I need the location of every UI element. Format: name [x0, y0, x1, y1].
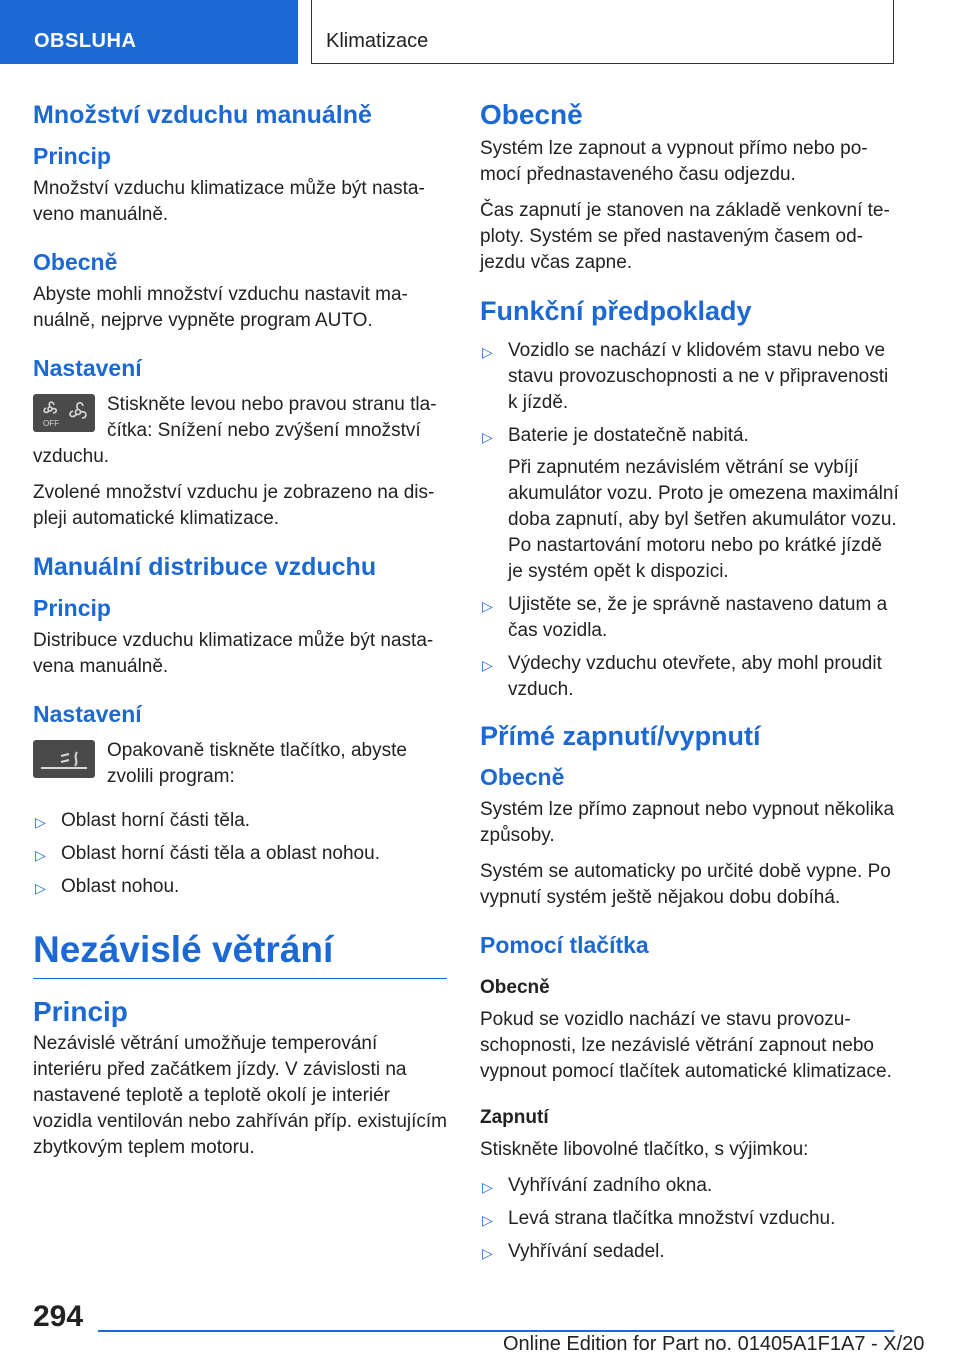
exceptions-list: [480, 1173, 900, 1265]
chapter-tab-label: Klimatizace: [326, 30, 429, 52]
icon-instruction: [33, 738, 447, 790]
paragraph: Systém se automaticky po určité době vypne. Po vypnutí systém ještě nějakou dobu dobíhá.: [480, 861, 891, 908]
list-item: ▷ Oblast horní části těla.: [33, 808, 447, 834]
heading-nezavisle-vetrani: Nezávislé větrání: [33, 929, 334, 970]
list-item: ▷ Oblast nohou.: [33, 874, 447, 900]
paragraph: Systém lze zapnout a vypnout přímo nebo pomocí přednastaveného času odjezdu.: [480, 138, 868, 185]
heading-manualni-distribuce: Manuální distribuce vzduchu: [33, 553, 377, 581]
heading-prime-zapnuti: Přímé zapnutí/vypnutí: [480, 721, 761, 751]
fan-icon: [33, 394, 95, 432]
bullet-arrow-icon: ▷: [482, 1212, 493, 1228]
list-item: ▷ Vozidlo se nachází v klidovém stavu nebo ve stavu provozuschopnosti a ne v připravenosti k jízdě.: [482, 340, 889, 413]
list-item: ▷ Oblast horní části těla a oblast nohou.: [33, 841, 447, 867]
heading-obecne: Obecně: [480, 764, 565, 790]
bullet-arrow-icon: ▷: [482, 657, 493, 673]
paragraph: Stiskněte libovolné tlačítko, s výjimkou:: [480, 1139, 809, 1160]
list-item: ▷ Vyhřívání zadního okna.: [480, 1173, 900, 1199]
paragraph: Množství vzduchu klimatizace může být nastaveno manuálně.: [33, 178, 425, 225]
chapter-tab: [311, 0, 894, 64]
air-distribution-icon: [33, 740, 95, 778]
air-distribution-button-icon: [33, 740, 95, 778]
bullet-arrow-icon: ▷: [482, 598, 493, 614]
right-column: [480, 100, 900, 1275]
heading-nastaveni: Nastavení: [33, 355, 142, 381]
section-tab: [0, 0, 298, 64]
page-number: 294: [33, 1300, 84, 1333]
svg-text:OFF: OFF: [43, 419, 59, 428]
instruction-text: Opakovaně tiskněte tlačítko, abyste zvolili program:: [107, 740, 407, 787]
paragraph: Čas zapnutí je stanoven na základě venkovní teploty. Systém se před nastaveným časem odjezdu včas zapne.: [480, 200, 890, 273]
instruction-text: Stiskněte levou nebo pravou stranu tlačítka: Snížení nebo zvýšení množství vzduchu.: [33, 394, 437, 467]
bullet-arrow-icon: ▷: [482, 1179, 493, 1195]
heading-nastaveni: Nastavení: [33, 701, 142, 727]
list-item-note: Při zapnutém nezávislém větrání se vybíjí akumulátor vozu. Proto je omezena maximální doba zapnutí, aby byl šetřen akumulátor vozu. Po nastartování motoru nebo po krátké jízdě je systém opět k dispozici.: [508, 457, 899, 582]
heading-underline: [33, 978, 447, 979]
heading-funkcni-predpoklady: Funkční předpoklady: [480, 296, 752, 326]
section-tab-label: OBSLUHA: [34, 30, 137, 52]
bullet-arrow-icon: ▷: [35, 814, 46, 830]
fan-button-icon: [33, 394, 95, 432]
list-item: ▷ Levá strana tlačítka množství vzduchu.: [480, 1206, 900, 1232]
heading-princip: Princip: [33, 595, 111, 621]
footer-rule: [98, 1330, 894, 1332]
bullet-arrow-icon: ▷: [35, 880, 46, 896]
heading-obecne: Obecně: [33, 249, 118, 275]
list-item: ▷ Baterie je dostatečně nabitá. Při zapnutém nezávislém větrání se vybíjí akumulátor vozu. Proto je omezena maximální doba zapnutí, aby byl šetřen akumulátor vozu. Po nastartování motoru nebo po krátké jízdě je systém opět k dispozici.: [480, 423, 900, 585]
paragraph: Systém lze přímo zapnout nebo vypnout několika způsoby.: [480, 799, 895, 846]
list-item: ▷ Vyhřívání sedadel.: [480, 1239, 900, 1265]
paragraph: Nezávislé větrání umožňuje temperování interiéru před začátkem jízdy. V závislosti na nastavené teplotě a teplotě okolí je interiér vozidla ventilován nebo zahříván příp. existujícím zbytkovým teplem motoru.: [33, 1033, 447, 1158]
heading-princip: Princip: [33, 143, 111, 169]
icon-instruction: [33, 392, 447, 470]
list-item: ▷ Výdechy vzduchu otevřete, aby mohl proudit vzduch.: [482, 653, 882, 700]
heading-pomoci-tlacitka: Pomocí tlačítka: [480, 932, 649, 958]
paragraph: Zvolené množství vzduchu je zobrazeno na displeji automatické klimatizace.: [33, 482, 435, 529]
prerequisites-list: [480, 338, 900, 703]
heading-obecne: Obecně: [480, 99, 583, 130]
left-column: [33, 100, 447, 1171]
paragraph: Pokud se vozidlo nachází ve stavu provozuschopnosti, lze nezávislé větrání zapnout nebo vypnout pomocí tlačítek automatické klimatizace.: [480, 1009, 892, 1082]
heading-princip: Princip: [33, 996, 128, 1027]
edition-footer: Online Edition for Part no. 01405A1F1A7 - X/20: [503, 1333, 925, 1355]
heading-obecne: Obecně: [480, 977, 550, 998]
bullet-arrow-icon: ▷: [482, 429, 493, 445]
program-list: [33, 808, 447, 900]
bullet-arrow-icon: ▷: [35, 847, 46, 863]
paragraph: Distribuce vzduchu klimatizace může být nastavena manuálně.: [33, 630, 434, 677]
heading-zapnuti: Zapnutí: [480, 1107, 549, 1128]
paragraph: Abyste mohli množství vzduchu nastavit manuálně, nejprve vypněte program AUTO.: [33, 284, 408, 331]
bullet-arrow-icon: ▷: [482, 1245, 493, 1261]
heading-mnozstvi-vzduchu: Množství vzduchu manuálně: [33, 101, 372, 129]
list-item: ▷ Ujistěte se, že je správně nastaveno datum a čas vozidla.: [482, 594, 888, 641]
bullet-arrow-icon: ▷: [482, 344, 493, 360]
